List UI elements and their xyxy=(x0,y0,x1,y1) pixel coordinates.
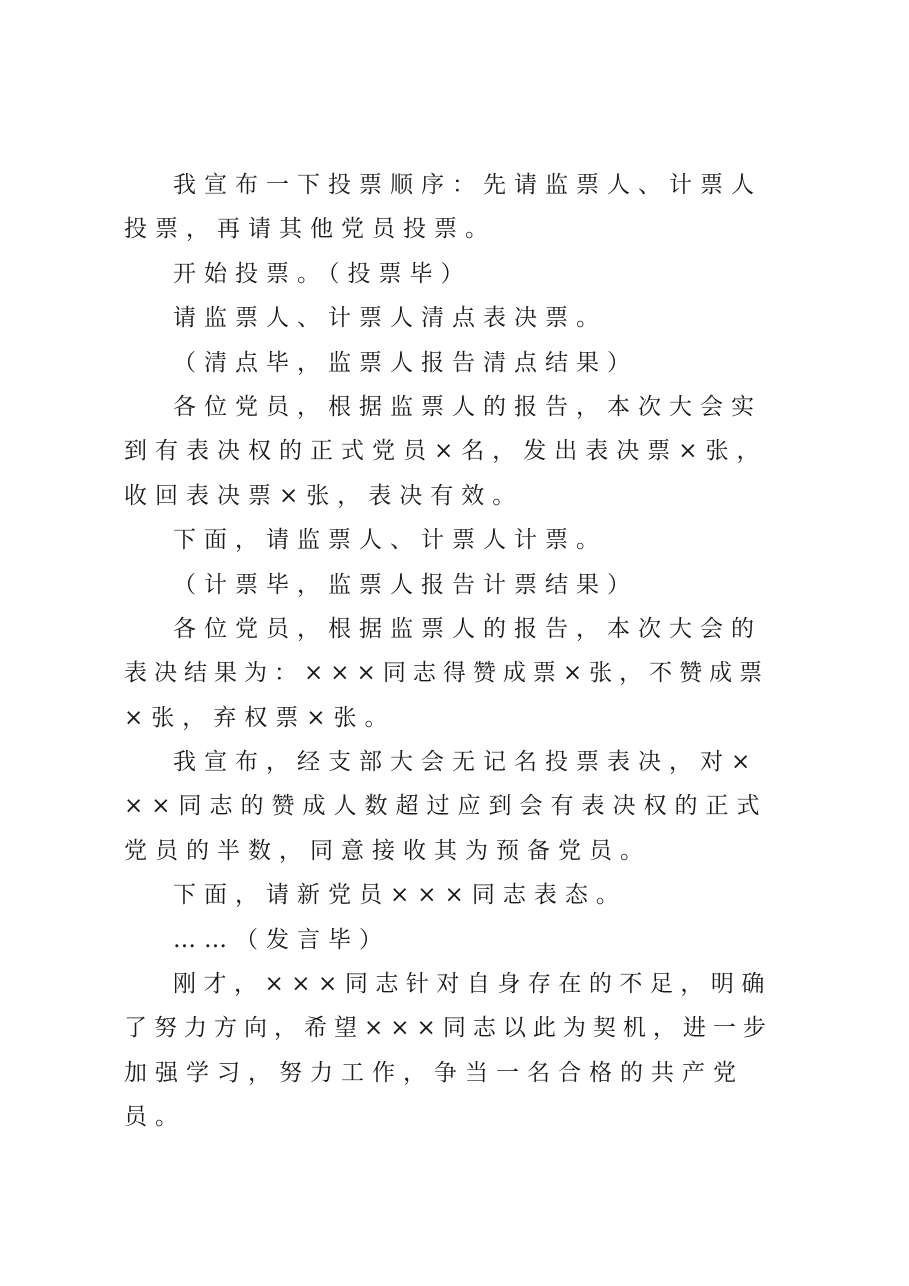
text-line: （清点毕，监票人报告清点结果） xyxy=(173,349,638,376)
text-line: 员。 xyxy=(124,1104,186,1131)
text-line: 投票，再请其他党员投票。 xyxy=(124,216,496,243)
text-line: 到有表决权的正式党员×名，发出表决票×张， xyxy=(124,438,768,465)
text-line: 我宣布一下投票顺序：先请监票人、计票人 xyxy=(173,172,762,198)
text-line: ××同志的赞成人数超过应到会有表决权的正式 xyxy=(124,793,768,820)
text-line: 党员的半数，同意接收其为预备党员。 xyxy=(124,837,651,864)
text-line: 我宣布，经支部大会无记名投票表决，对× xyxy=(173,749,759,776)
text-line: 请监票人、计票人清点表决票。 xyxy=(173,305,607,332)
text-line: ×张，弃权票×张。 xyxy=(124,704,396,731)
text-line: 各位党员，根据监票人的报告，本次大会实 xyxy=(173,393,762,420)
text-line: 刚才，×××同志针对自身存在的不足，明确 xyxy=(173,971,772,998)
text-line: 开始投票。（投票毕） xyxy=(173,260,472,287)
text-line: 了努力方向，希望×××同志以此为契机，进一步 xyxy=(124,1015,773,1042)
text-line: （计票毕，监票人报告计票结果） xyxy=(173,571,638,598)
text-line: 各位党员，根据监票人的报告，本次大会的 xyxy=(173,615,762,642)
document-body xyxy=(124,163,779,1140)
text-line: 下面，请监票人、计票人计票。 xyxy=(173,527,607,554)
text-line: 表决结果为：×××同志得赞成票×张，不赞成票 xyxy=(124,660,770,687)
text-line: 收回表决票×张，表决有效。 xyxy=(124,482,524,509)
text-line: ……（发言毕） xyxy=(173,926,390,953)
text-line: 加强学习，努力工作，争当一名合格的共产党 xyxy=(124,1059,744,1086)
text-line: 下面，请新党员×××同志表态。 xyxy=(173,882,627,909)
